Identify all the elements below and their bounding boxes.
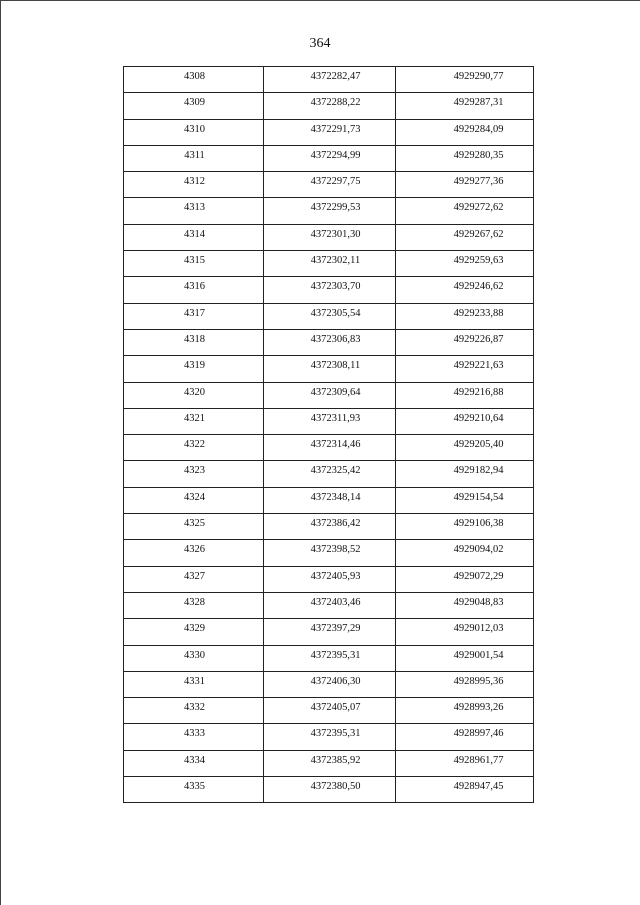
point-number-cell: 4331 bbox=[124, 671, 264, 697]
y-coordinate-cell: 4929259,63 bbox=[396, 251, 534, 277]
point-number-cell: 4335 bbox=[124, 777, 264, 803]
table-row bbox=[124, 303, 534, 329]
point-number-cell: 4309 bbox=[124, 93, 264, 119]
y-coordinate-cell: 4929284,09 bbox=[396, 119, 534, 145]
y-coordinate-cell: 4928961,77 bbox=[396, 750, 534, 776]
table-row bbox=[124, 277, 534, 303]
table-row bbox=[124, 566, 534, 592]
point-number-cell: 4332 bbox=[124, 698, 264, 724]
point-number-cell: 4330 bbox=[124, 645, 264, 671]
table-row bbox=[124, 698, 534, 724]
table-row bbox=[124, 777, 534, 803]
x-coordinate-cell: 4372403,46 bbox=[264, 592, 396, 618]
point-number-cell: 4321 bbox=[124, 408, 264, 434]
point-number-cell: 4324 bbox=[124, 487, 264, 513]
point-number-cell: 4323 bbox=[124, 461, 264, 487]
point-number-cell: 4313 bbox=[124, 198, 264, 224]
x-coordinate-cell: 4372380,50 bbox=[264, 777, 396, 803]
y-coordinate-cell: 4929106,38 bbox=[396, 514, 534, 540]
table-row bbox=[124, 329, 534, 355]
x-coordinate-cell: 4372306,83 bbox=[264, 329, 396, 355]
x-coordinate-cell: 4372385,92 bbox=[264, 750, 396, 776]
x-coordinate-cell: 4372294,99 bbox=[264, 145, 396, 171]
table-row bbox=[124, 172, 534, 198]
point-number-cell: 4311 bbox=[124, 145, 264, 171]
table-row bbox=[124, 487, 534, 513]
x-coordinate-cell: 4372305,54 bbox=[264, 303, 396, 329]
y-coordinate-cell: 4929272,62 bbox=[396, 198, 534, 224]
point-number-cell: 4308 bbox=[124, 67, 264, 93]
point-number-cell: 4334 bbox=[124, 750, 264, 776]
table-row bbox=[124, 224, 534, 250]
x-coordinate-cell: 4372288,22 bbox=[264, 93, 396, 119]
y-coordinate-cell: 4928995,36 bbox=[396, 671, 534, 697]
point-number-cell: 4327 bbox=[124, 566, 264, 592]
x-coordinate-cell: 4372308,11 bbox=[264, 356, 396, 382]
point-number-cell: 4326 bbox=[124, 540, 264, 566]
table-row bbox=[124, 592, 534, 618]
table-row bbox=[124, 435, 534, 461]
x-coordinate-cell: 4372302,11 bbox=[264, 251, 396, 277]
table-row bbox=[124, 619, 534, 645]
table-row bbox=[124, 540, 534, 566]
table-row bbox=[124, 645, 534, 671]
point-number-cell: 4329 bbox=[124, 619, 264, 645]
x-coordinate-cell: 4372395,31 bbox=[264, 724, 396, 750]
x-coordinate-cell: 4372405,07 bbox=[264, 698, 396, 724]
x-coordinate-cell: 4372311,93 bbox=[264, 408, 396, 434]
point-number-cell: 4328 bbox=[124, 592, 264, 618]
y-coordinate-cell: 4929226,87 bbox=[396, 329, 534, 355]
page-number: 364 bbox=[309, 36, 331, 51]
x-coordinate-cell: 4372282,47 bbox=[264, 67, 396, 93]
x-coordinate-cell: 4372397,29 bbox=[264, 619, 396, 645]
table-row bbox=[124, 356, 534, 382]
table-row bbox=[124, 67, 534, 93]
y-coordinate-cell: 4929048,83 bbox=[396, 592, 534, 618]
x-coordinate-cell: 4372301,30 bbox=[264, 224, 396, 250]
point-number-cell: 4325 bbox=[124, 514, 264, 540]
y-coordinate-cell: 4929210,64 bbox=[396, 408, 534, 434]
x-coordinate-cell: 4372299,53 bbox=[264, 198, 396, 224]
y-coordinate-cell: 4929001,54 bbox=[396, 645, 534, 671]
table-row bbox=[124, 750, 534, 776]
table-row bbox=[124, 671, 534, 697]
table-row bbox=[124, 514, 534, 540]
table-row bbox=[124, 119, 534, 145]
x-coordinate-cell: 4372314,46 bbox=[264, 435, 396, 461]
point-number-cell: 4319 bbox=[124, 356, 264, 382]
y-coordinate-cell: 4929246,62 bbox=[396, 277, 534, 303]
y-coordinate-cell: 4929290,77 bbox=[396, 67, 534, 93]
table-row bbox=[124, 724, 534, 750]
table-row bbox=[124, 461, 534, 487]
x-coordinate-cell: 4372291,73 bbox=[264, 119, 396, 145]
point-number-cell: 4312 bbox=[124, 172, 264, 198]
y-coordinate-cell: 4929216,88 bbox=[396, 382, 534, 408]
point-number-cell: 4333 bbox=[124, 724, 264, 750]
y-coordinate-cell: 4928997,46 bbox=[396, 724, 534, 750]
table-row bbox=[124, 93, 534, 119]
x-coordinate-cell: 4372406,30 bbox=[264, 671, 396, 697]
point-number-cell: 4320 bbox=[124, 382, 264, 408]
x-coordinate-cell: 4372405,93 bbox=[264, 566, 396, 592]
y-coordinate-cell: 4929205,40 bbox=[396, 435, 534, 461]
point-number-cell: 4314 bbox=[124, 224, 264, 250]
y-coordinate-cell: 4929233,88 bbox=[396, 303, 534, 329]
point-number-cell: 4315 bbox=[124, 251, 264, 277]
point-number-cell: 4317 bbox=[124, 303, 264, 329]
y-coordinate-cell: 4929182,94 bbox=[396, 461, 534, 487]
y-coordinate-cell: 4929287,31 bbox=[396, 93, 534, 119]
y-coordinate-cell: 4929012,03 bbox=[396, 619, 534, 645]
point-number-cell: 4322 bbox=[124, 435, 264, 461]
table-row bbox=[124, 251, 534, 277]
x-coordinate-cell: 4372303,70 bbox=[264, 277, 396, 303]
point-number-cell: 4316 bbox=[124, 277, 264, 303]
x-coordinate-cell: 4372395,31 bbox=[264, 645, 396, 671]
y-coordinate-cell: 4928993,26 bbox=[396, 698, 534, 724]
y-coordinate-cell: 4929154,54 bbox=[396, 487, 534, 513]
x-coordinate-cell: 4372297,75 bbox=[264, 172, 396, 198]
table-row bbox=[124, 145, 534, 171]
table-row bbox=[124, 382, 534, 408]
table-row bbox=[124, 408, 534, 434]
table-row bbox=[124, 198, 534, 224]
y-coordinate-cell: 4929094,02 bbox=[396, 540, 534, 566]
point-number-cell: 4318 bbox=[124, 329, 264, 355]
y-coordinate-cell: 4928947,45 bbox=[396, 777, 534, 803]
x-coordinate-cell: 4372386,42 bbox=[264, 514, 396, 540]
point-number-cell: 4310 bbox=[124, 119, 264, 145]
y-coordinate-cell: 4929267,62 bbox=[396, 224, 534, 250]
y-coordinate-cell: 4929280,35 bbox=[396, 145, 534, 171]
coordinates-table-body bbox=[124, 67, 534, 803]
y-coordinate-cell: 4929277,36 bbox=[396, 172, 534, 198]
x-coordinate-cell: 4372348,14 bbox=[264, 487, 396, 513]
y-coordinate-cell: 4929221,63 bbox=[396, 356, 534, 382]
y-coordinate-cell: 4929072,29 bbox=[396, 566, 534, 592]
x-coordinate-cell: 4372309,64 bbox=[264, 382, 396, 408]
x-coordinate-cell: 4372325,42 bbox=[264, 461, 396, 487]
x-coordinate-cell: 4372398,52 bbox=[264, 540, 396, 566]
coordinates-table bbox=[123, 66, 534, 803]
